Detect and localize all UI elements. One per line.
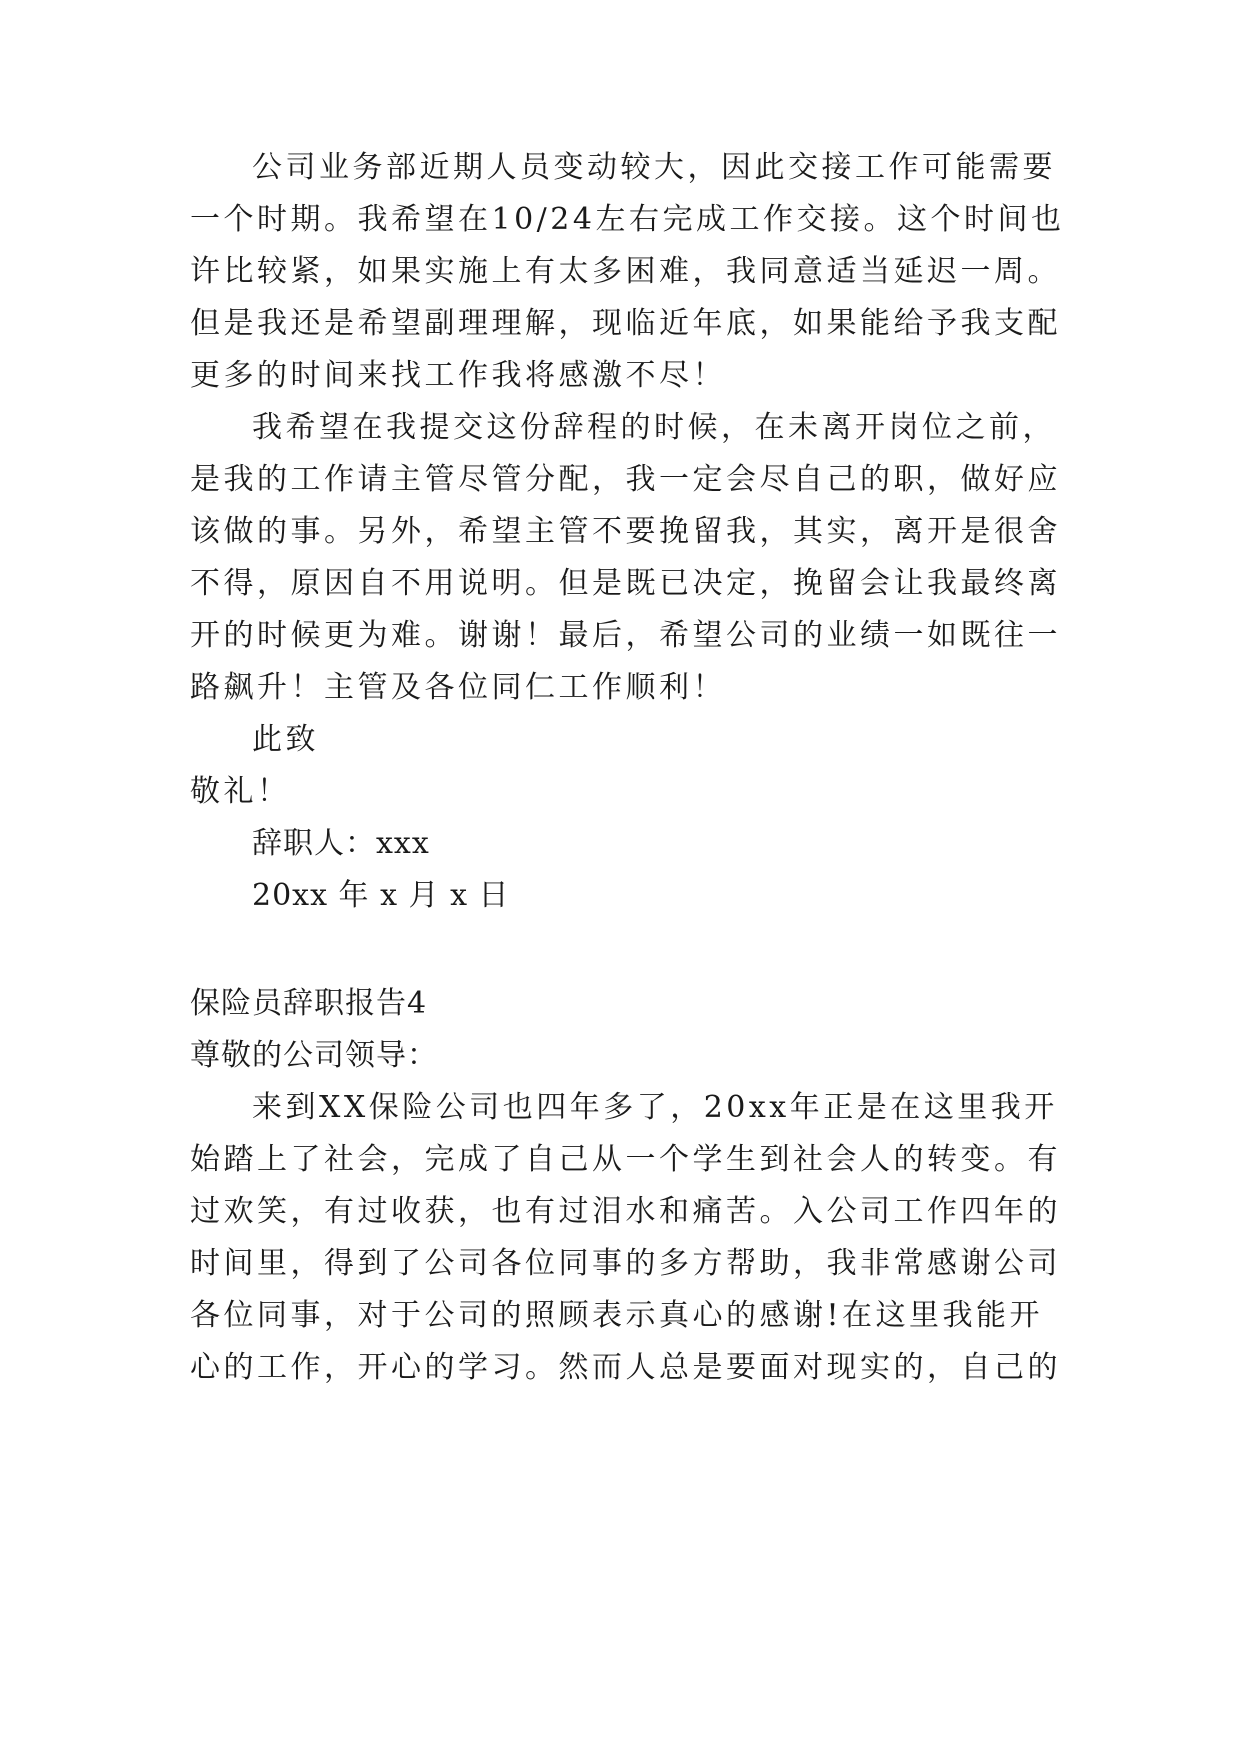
paragraph-line: 心的工作，开心的学习。然而人总是要面对现实的，自己的 xyxy=(190,1350,1061,1385)
paragraph-line: 公司业务部近期人员变动较大，因此交接工作可能需要 xyxy=(252,150,1056,185)
closing-line: 此致 xyxy=(252,722,319,757)
paragraph-line: 时间里，得到了公司各位同事的多方帮助，我非常感谢公司 xyxy=(190,1246,1061,1281)
salutation-line: 尊敬的公司领导： xyxy=(190,1038,438,1073)
date-line: 20xx 年 x 月 x 日 xyxy=(252,878,510,913)
paragraph-line: 始踏上了社会，完成了自己从一个学生到社会人的转变。有 xyxy=(190,1142,1061,1177)
paragraph-line: 是我的工作请主管尽管分配，我一定会尽自己的职，做好应 xyxy=(190,462,1061,497)
paragraph-line: 我希望在我提交这份辞程的时候，在未离开岗位之前， xyxy=(252,410,1056,445)
paragraph-line: 来到XX保险公司也四年多了，20xx年正是在这里我开 xyxy=(252,1090,1058,1125)
paragraph-line: 开的时候更为难。谢谢！最后，希望公司的业绩一如既往一 xyxy=(190,618,1061,653)
closing-line: 敬礼！ xyxy=(190,774,291,809)
paragraph-line: 更多的时间来找工作我将感激不尽！ xyxy=(190,358,726,393)
paragraph-line: 过欢笑，有过收获，也有过泪水和痛苦。入公司工作四年的 xyxy=(190,1194,1061,1229)
signer-line: 辞职人：xxx xyxy=(252,826,430,861)
paragraph-line: 该做的事。另外，希望主管不要挽留我，其实，离开是很舍 xyxy=(190,514,1061,549)
paragraph-line: 各位同事，对于公司的照顾表示真心的感谢!在这里我能开 xyxy=(190,1298,1044,1333)
paragraph-line: 但是我还是希望副理理解，现临近年底，如果能给予我支配 xyxy=(190,306,1061,341)
paragraph-line: 许比较紧，如果实施上有太多困难，我同意适当延迟一周。 xyxy=(190,254,1061,289)
paragraph-line: 一个时期。我希望在10/24左右完成工作交接。这个时间也 xyxy=(190,202,1065,237)
paragraph-line: 路飙升！主管及各位同仁工作顺利！ xyxy=(190,670,726,705)
paragraph-line: 不得，原因自不用说明。但是既已决定，挽留会让我最终离 xyxy=(190,566,1061,601)
section-heading: 保险员辞职报告4 xyxy=(190,986,428,1021)
